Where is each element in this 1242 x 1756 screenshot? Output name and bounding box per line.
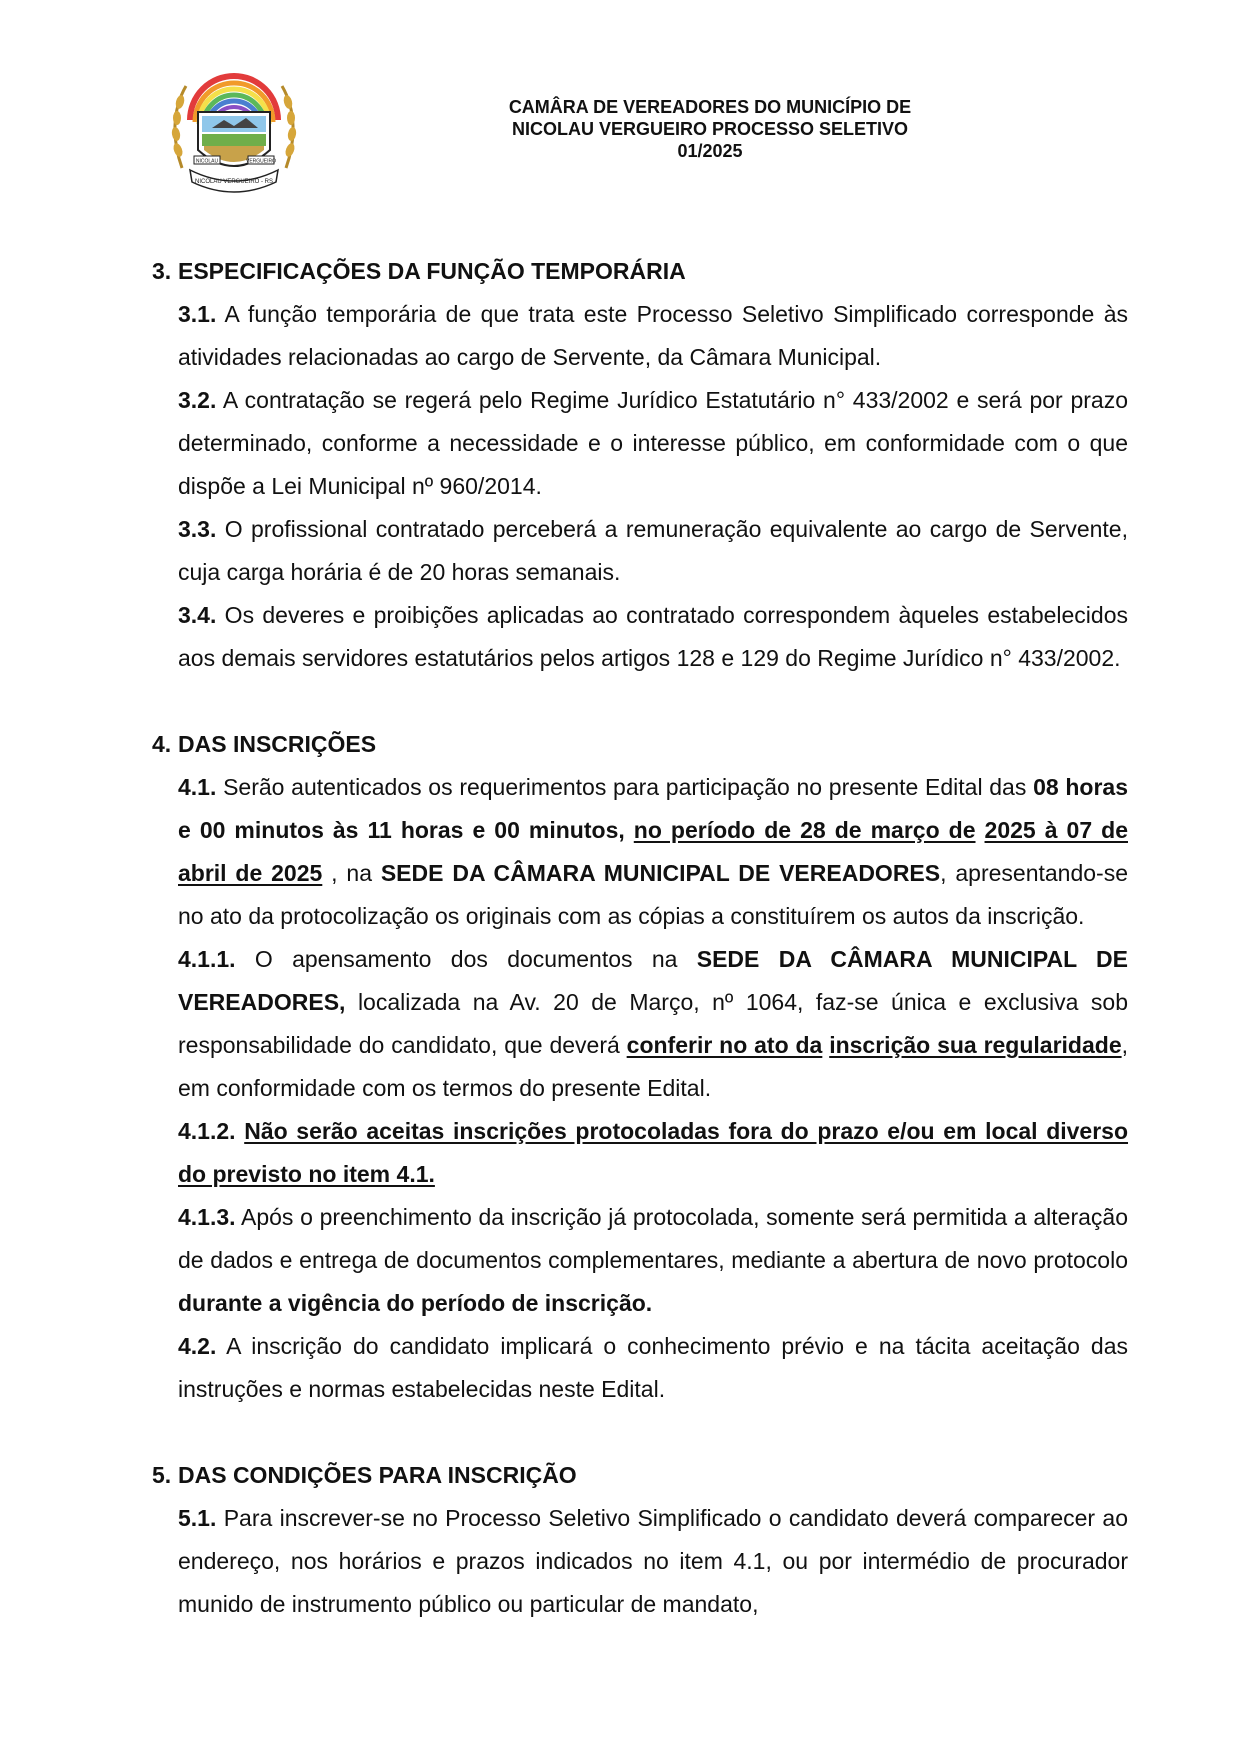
clause-number: 5.1. bbox=[178, 1505, 217, 1531]
clause-number: 4.1.3. bbox=[178, 1204, 236, 1230]
clause-text: Os deveres e proibições aplicadas ao contratado correspondem àqueles estabelecidos aos demais servidores estatutários pelos artigos 128 e 129 do Regime Jurídico n° 433/2002. bbox=[178, 602, 1128, 671]
clause-underlined-text: 2025 à 07 de abril de 2025 bbox=[178, 817, 1128, 886]
clause-text: O apensamento dos documentos na bbox=[235, 946, 697, 972]
clause-number: 3.3. bbox=[178, 516, 217, 542]
crest-banner-left: NICOLAU bbox=[195, 158, 219, 165]
clause-text: localizada na Av. 20 de Março, nº 1064, faz-se única e exclusiva sob responsabilidade do candidato, que deverá bbox=[178, 989, 1128, 1058]
clause-text bbox=[976, 817, 985, 843]
section-title: DAS INSCRIÇÕES bbox=[178, 731, 377, 757]
clause-5-1 bbox=[178, 1497, 1128, 1626]
clause-text: O profissional contratado perceberá a remuneração equivalente ao cargo de Servente, cuja carga horária é de 20 horas semanais. bbox=[178, 516, 1128, 585]
clause-number: 3.4. bbox=[178, 602, 217, 628]
clause-number: 4.1.1. bbox=[178, 946, 236, 972]
clause-text: , em conformidade com os termos do presente Edital. bbox=[178, 1032, 1128, 1101]
municipal-crest-logo bbox=[168, 50, 300, 196]
crest-ribbon-text: NICOLAU VERGUEIRO - RS bbox=[194, 179, 274, 185]
clause-underlined-text: conferir no ato da bbox=[626, 1032, 823, 1058]
clause-text: Para inscrever-se no Processo Seletivo Simplificado o candidato deverá comparecer ao endereço, nos horários e prazos indicados no item 4.1, ou por intermédio de procurador munido de instrumento público ou particular de mandato, bbox=[178, 1505, 1128, 1617]
section-number: 4. bbox=[152, 731, 172, 757]
clause-underlined-text: Não serão aceitas inscrições protocoladas fora do prazo e/ou em local diverso do previsto no item 4.1. bbox=[178, 1118, 1129, 1187]
clause-4-2 bbox=[178, 1325, 1128, 1411]
header-line-3: 01/2025 bbox=[677, 141, 743, 161]
clause-number: 3.2. bbox=[178, 387, 217, 413]
clause-text: , apresentando-se no ato da protocolização os originais com as cópias a constituírem os autos da inscrição. bbox=[178, 860, 1128, 929]
clause-4-1 bbox=[178, 766, 1128, 938]
section-number: 5. bbox=[152, 1462, 172, 1488]
clause-4-1-1 bbox=[178, 938, 1128, 1110]
clause-number: 4.1. bbox=[178, 774, 217, 800]
section-number: 3. bbox=[152, 258, 172, 284]
clause-bold-text: 08 horas e 00 minutos às 11 horas e 00 minutos, bbox=[178, 774, 1129, 843]
header-line-2: NICOLAU VERGUEIRO PROCESSO SELETIVO bbox=[511, 119, 909, 139]
section-3-heading bbox=[152, 250, 1128, 293]
clause-3-3 bbox=[178, 508, 1128, 594]
clause-underlined-text: no período de 28 de março de bbox=[633, 817, 976, 843]
clause-bold-text: durante a vigência do período de inscrição. bbox=[178, 1290, 653, 1316]
clause-underlined-text: inscrição sua regularidade bbox=[829, 1032, 1122, 1058]
clause-text: A contratação se regerá pelo Regime Jurídico Estatutário n° 433/2002 e será por prazo determinado, conforme a necessidade e o interesse público, em conformidade com o que dispõe a Lei Municipal nº 960/2014. bbox=[178, 387, 1128, 499]
document-body bbox=[152, 250, 1128, 1626]
clause-3-4 bbox=[178, 594, 1128, 680]
section-4-heading bbox=[152, 723, 1128, 766]
crest-banner-right: VERGUEIRO bbox=[245, 158, 277, 165]
clause-number: 4.1.2. bbox=[178, 1118, 236, 1144]
document-header bbox=[470, 96, 950, 162]
section-5-heading bbox=[152, 1454, 1128, 1497]
clause-text bbox=[625, 817, 634, 843]
section-title: DAS CONDIÇÕES PARA INSCRIÇÃO bbox=[178, 1462, 577, 1488]
clause-text: A função temporária de que trata este Processo Seletivo Simplificado corresponde às atividades relacionadas ao cargo de Servente, da Câmara Municipal. bbox=[178, 301, 1128, 370]
clause-3-2 bbox=[178, 379, 1128, 508]
clause-4-1-2 bbox=[178, 1110, 1128, 1196]
clause-text: Após o preenchimento da inscrição já protocolada, somente será permitida a alteração de dados e entrega de documentos complementares, mediante a abertura de novo protocolo bbox=[178, 1204, 1128, 1273]
clause-4-1-3 bbox=[178, 1196, 1128, 1325]
header-line-1: CAMÂRA DE VEREADORES DO MUNICÍPIO DE bbox=[508, 97, 912, 117]
clause-number: 3.1. bbox=[178, 301, 217, 327]
clause-number: 4.2. bbox=[178, 1333, 217, 1359]
clause-bold-text: SEDE DA CÂMARA MUNICIPAL DE VEREADORES, bbox=[178, 946, 1129, 1015]
clause-bold-text: SEDE DA CÂMARA MUNICIPAL DE VEREADORES bbox=[380, 860, 941, 886]
clause-text: , na bbox=[322, 860, 381, 886]
clause-text: A inscrição do candidato implicará o conhecimento prévio e na tácita aceitação das instruções e normas estabelecidas neste Edital. bbox=[178, 1333, 1128, 1402]
clause-3-1 bbox=[178, 293, 1128, 379]
section-title: ESPECIFICAÇÕES DA FUNÇÃO TEMPORÁRIA bbox=[178, 258, 686, 284]
clause-text: Serão autenticados os requerimentos para participação no presente Edital das bbox=[216, 774, 1034, 800]
